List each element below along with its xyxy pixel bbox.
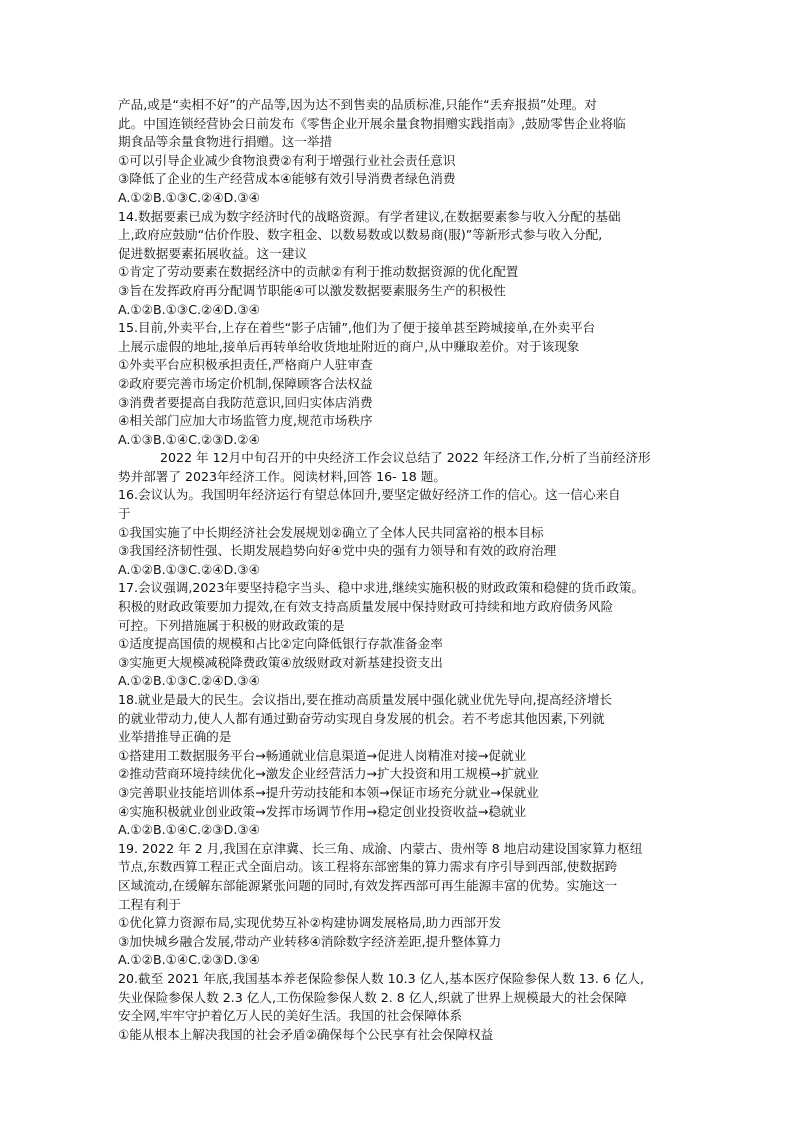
answer-choices: A.①②B.①③C.②④D.③④ [118, 301, 260, 317]
text-line: 可控。下列措施属于积极的财政政策的是 [118, 617, 345, 633]
option-line: ①肯定了劳动要素在数据经济中的贡献②有利于推动数据资源的优化配置 [118, 264, 519, 280]
option-line: ④相关部门应加大市场监管力度,规范市场秩序 [118, 413, 373, 429]
text-line: 安全网,牢牢守护着亿万人民的美好生活。我国的社会保障体系 [118, 1008, 463, 1024]
option-line: ③完善职业技能培训体系→提升劳动技能和本领→保证市场充分就业→保就业 [118, 784, 539, 800]
answer-choices: A.①②B.①③C.②④D.③④ [118, 673, 260, 689]
text-line: 节点,东数西算工程正式全面启动。该工程将东部密集的算力需求有序引导到西部,使数据跨 [118, 859, 618, 875]
option-line: ①适度提高国债的规模和占比②定向降低银行存款准备金率 [118, 636, 443, 652]
text-line: 于 [118, 506, 131, 522]
text-line: 业举措推导正确的是 [118, 729, 232, 745]
text-line: 产品,或是“卖相不好”的产品等,因为达不到售卖的品质标准,只能作“丢弃报损”处理。对 [118, 97, 597, 112]
option-line: ①可以引导企业减少食物浪费②有利于增强行业社会责任意识 [118, 152, 456, 168]
text-line: 上展示虚假的地址,接单后再转单给收货地址附近的商户,从中赚取差价。对于该现象 [118, 338, 580, 354]
text-line: 的就业带动力,使人人都有通过勤奋劳动实现自身发展的机会。若不考虑其他因素,下列就 [118, 710, 605, 726]
question-14: 14.数据要素已成为数字经济时代的战略资源。有学者建议,在数据要素参与收入分配的基础 [118, 208, 621, 224]
option-line: ③加快城乡融合发展,带动产业转移④消除数字经济差距,提升整体算力 [118, 933, 502, 949]
question-18: 18.就业是最大的民生。会议指出,要在推动高质量发展中强化就业优先导向,提高经济增长 [118, 692, 613, 707]
text-line: 此。中国连锁经营协会日前发布《零售企业开展余量食物捐赠实践指南》,鼓励零售企业将临 [118, 115, 626, 131]
question-17: 17.会议强调,2023年要坚持稳字当头、稳中求进,继续实施积极的财政政策和稳健的货币政策。 [118, 580, 645, 596]
text-line: 期食品等余量食物进行捐赠。这一举措 [118, 134, 333, 150]
material-intro: 2022 年 12月中旬召开的中央经济工作会议总结了 2022 年经济工作,分析了当前经济形 [160, 450, 651, 466]
text-line: 区域流动,在缓解东部能源紧张问题的同时,有效发挥西部可再生能源丰富的优势。实施这一 [118, 877, 618, 893]
question-20: 20.截至 2021 年底,我国基本养老保险参保人数 10.3 亿人,基本医疗保险参保人数 13. 6 亿人, [118, 970, 645, 986]
text-line: 失业保险参保人数 2.3 亿人,工伤保险参保人数 2. 8 亿人,织就了世界上规模最大的社会保障 [118, 989, 627, 1005]
answer-choices: A.①③B.①④C.②③D.②④ [118, 431, 260, 447]
option-line: ①外卖平台应积极承担责任,严格商户人驻审查 [118, 357, 373, 373]
option-line: ①我国实施了中长期经济社会发展规划②确立了全体人民共同富裕的根本目标 [118, 524, 544, 540]
text-line: 上,政府应鼓励“估价作股、数字租金、以数易数或以数易商(服)”等新形式参与收入分配, [118, 227, 603, 243]
answer-choices: A.①②B.①③C.②④D.③④ [118, 189, 260, 205]
option-line: ③实施更大规模减税降费政策④放级财政对新基建投资支出 [118, 654, 443, 670]
option-line: ③旨在发挥政府再分配调节职能④可以激发数据要素服务生产的积极性 [118, 282, 506, 298]
text-line: 工程有利于 [118, 896, 181, 912]
text-line: 势并部署了 2023年经济工作。阅读材料,回答 16- 18 题。 [118, 468, 446, 484]
option-line: ④实施积极就业创业政策→发挥市场调节作用→稳定创业投资收益→稳就业 [118, 803, 527, 819]
answer-choices: A.①②B.①④C.②③D.③④ [118, 952, 260, 968]
question-16: 16.会议认为。我国明年经济运行有望总体回升,要坚定做好经济工作的信心。这一信心来自 [118, 487, 621, 503]
option-line: ②政府要完善市场定价机制,保障顾客合法权益 [118, 375, 373, 391]
question-19: 19. 2022 年 2 月,我国在京津冀、长三角、成渝、内蒙古、贵州等 8 地启动建设国家算力枢纽 [118, 840, 643, 856]
exam-page-text [118, 96, 680, 1044]
text-line: 积极的财政政策要加力提效,在有效支持高质量发展中保持财政可持续和地方政府债务风险 [118, 599, 614, 615]
option-line: ③消费者要提高自我防范意识,回归实体店消费 [118, 394, 373, 410]
option-line: ①优化算力资源布局,实现优势互补②构建协调发展格局,助力西部开发 [118, 915, 502, 931]
text-line: 促进数据要素拓展收益。这一建议 [118, 245, 307, 261]
answer-choices: A.①②B.①④C.②③D.③④ [118, 822, 260, 838]
option-line: ①搭建用工数据服务平台→畅通就业信息渠道→促进人岗精准对接→促就业 [118, 747, 527, 763]
option-line: ③降低了企业的生产经营成本④能够有效引导消费者绿色消费 [118, 171, 456, 187]
option-line: ①能从根本上解决我国的社会矛盾②确保每个公民享有社会保障权益 [118, 1026, 494, 1042]
option-line: ②推动营商环境持续优化→激发企业经营活力→扩大投资和用工规模→扩就业 [118, 766, 539, 782]
answer-choices: A.①②B.①③C.②④D.③④ [118, 561, 260, 577]
question-15: 15.目前,外卖平台,上存在着些“影子店铺”,他们为了便于接单甚至跨城接单,在外卖平台 [118, 320, 596, 336]
option-line: ③我国经济韧性强、长期发展趋势向好④党中央的强有力领导和有效的政府治理 [118, 543, 557, 559]
